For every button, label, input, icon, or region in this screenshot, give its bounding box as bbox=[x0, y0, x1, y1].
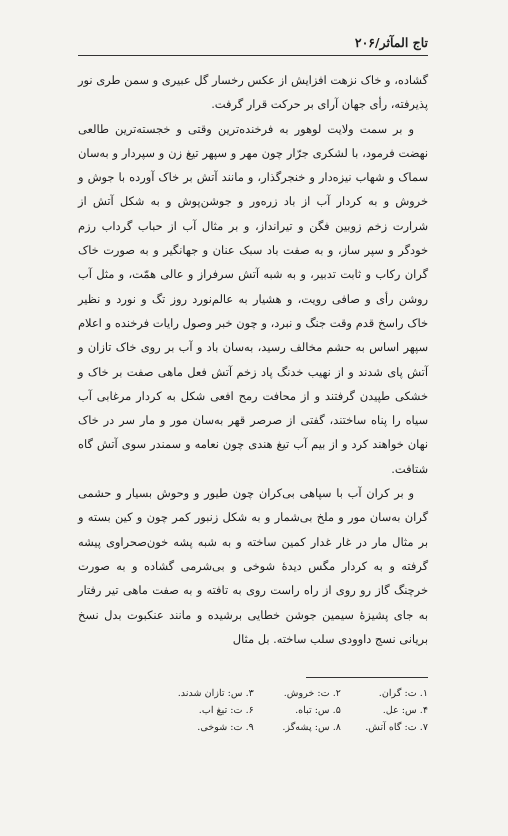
footnote: ۳. س: تازان شدند. bbox=[177, 688, 254, 699]
footnote-row bbox=[168, 685, 428, 702]
footnote: ۸. س: پشه‌گز. bbox=[282, 722, 341, 733]
paragraph: و بر سمت ولایت لوهور به فرخنده‌ترین وقتی و خجسته‌ترین طالعی نهضت فرمود، با لشکری جرّار چون مهر و سپهر تیغ زن و سپردار و به‌سان سماک و شهاب نیزه‌دار و خنجرگذار، و مانند آتش بر خاک آورده با جوش و خروش و به کردار آب از باد زره‌ور و جوشن‌پوش و به شکل آتش از شرارت زخم زوبین فگن و تیرانداز، و بر مثال آب از حباب گرداب رزم خودگر و سپر ساز، و به صفت باد سبک عنان و جهانگیر و به صورت خاک گران رکاب و ثابت تدبیر، و به شبه آتش سرفراز و عالی همّت، و مثل آب روشن رأی و صافی رویت، و هشیار به عالم‌نورد روز تگ و نورد و نظیر خاک راسخ قدم وقت جنگ و نبرد، و چون خبر وصول رایات فرخنده و اعلام سپهر اساس به حشم مخالف رسید، به‌سان باد و آب بر روی خاک تازان و آتش پای شدند و از نهیب خدنگ پاد زخم آتش فعل ماهی صفت بر خاک و خشکی طپیدن گرفتند و از محافت رمح افعی شکل به کردار مرغابی آب سیاه را پناه ساختند، گفتی از صرصر قهر به‌سان مور و مار سر در خاک نهان خواهند کرد و از بیم آب تیغ هندی چون نعامه و سمندر سوی آتش گاه شتافت. bbox=[78, 121, 428, 476]
footnote-divider bbox=[306, 677, 428, 678]
running-header bbox=[78, 33, 428, 56]
footnote: ۲. ت: خروش. bbox=[283, 688, 341, 699]
page-header-title: تاج المآثر/۲۰۶ bbox=[354, 35, 428, 50]
footnote: ۷. ت: گاه آتش. bbox=[365, 722, 428, 733]
footnote: ۶. ت: تیغ اب. bbox=[198, 705, 254, 716]
paragraph: گشاده، و خاک نزهت افزایش از عکس رخسار گل عبیری و سمن طری نور پذیرفته، رأی جهان آرای بر حرکت قرار گرفت. bbox=[78, 73, 428, 112]
footnote-row bbox=[168, 702, 428, 719]
footnote: ۴. س: عل. bbox=[382, 705, 428, 716]
footnotes bbox=[168, 685, 428, 736]
paragraph: و بر کران آب با سپاهی بی‌کران چون طیور و وحوش بسیار و حشمی گران به‌سان مور و ملخ بی‌شمار و به شکل زنبور کمر چون و کین بسته و بر مثال مار در غار غدار کمین ساخته و به شبه پشه خون‌صحراوی پیشه گرفته و به کردار مگس دیدهٔ شوخی و بی‌شرمی گشاده و به صورت خرچنگ گاز رو روی از راه راست روی به تافته و به صفت ماهی تیر رفتار به جای پشیزهٔ سیمین جوشن خطایی برشیده و مانند عنکبوت بدل نسخ بریانی نسج داوودی سلب ساخته. بل مثال bbox=[78, 486, 428, 646]
footnote-row bbox=[168, 719, 428, 736]
footnote: ۹. ت: شوخی. bbox=[197, 722, 254, 733]
footnote: ۱. ت: گران. bbox=[378, 688, 428, 699]
main-text bbox=[78, 68, 428, 651]
footnote: ۵. س: تباه. bbox=[295, 705, 341, 716]
